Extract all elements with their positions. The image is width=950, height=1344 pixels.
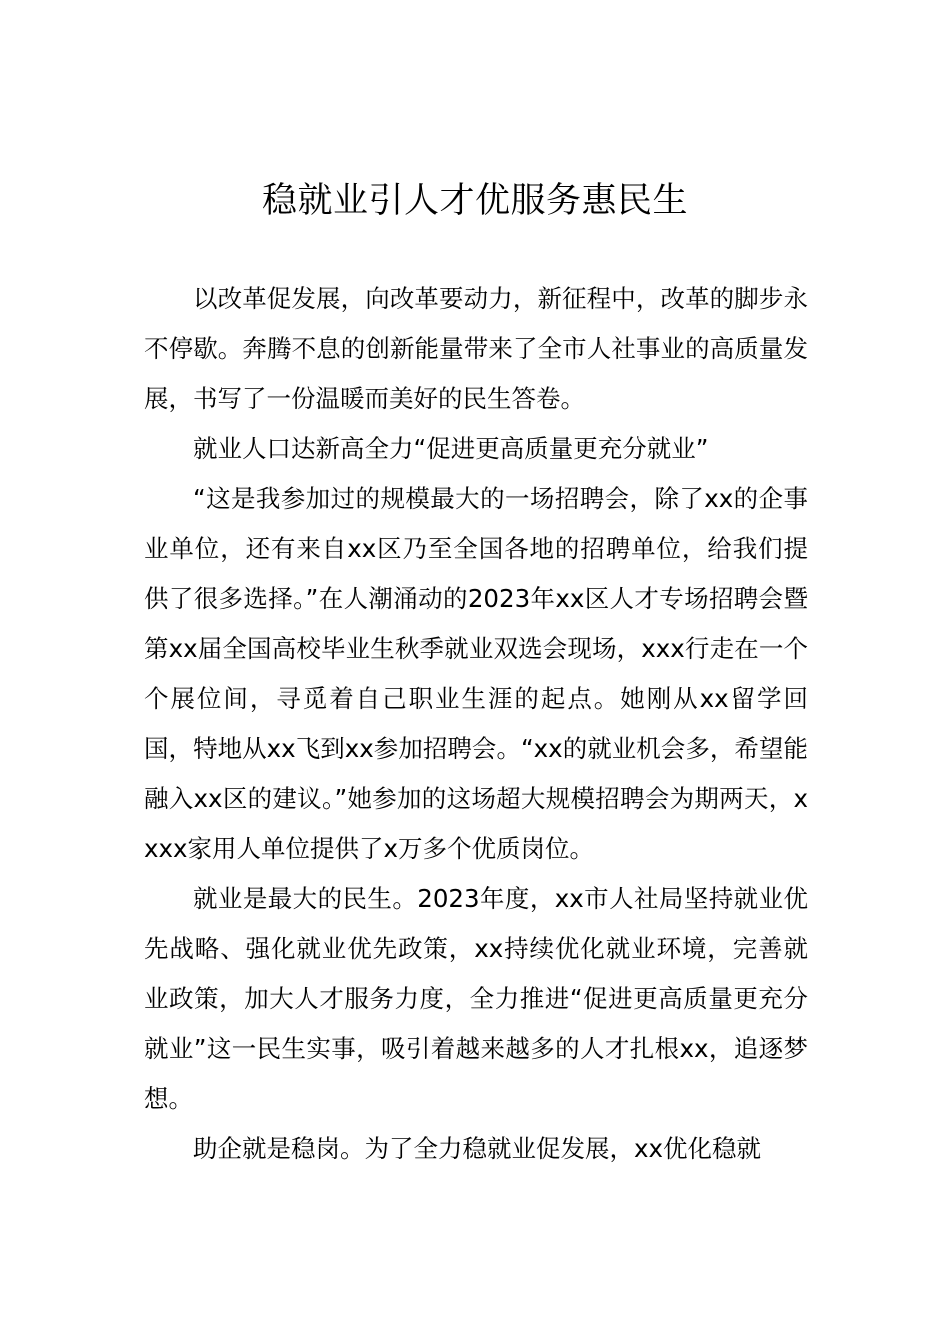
paragraph-intro: 以改革促发展，向改革要动力，新征程中，改革的脚步永不停歇。奔腾不息的创新能量带来了全市人社事业的高质量发展，书写了一份温暖而美好的民生答卷。 — [144, 284, 808, 413]
document-title: 稳就业引人才优服务惠民生 — [261, 181, 688, 221]
document-body — [144, 274, 808, 1174]
paragraph-job-fair: “这是我参加过的规模最大的一场招聘会，除了xx的企事业单位，还有来自xx区乃至全国各地的招聘单位，给我们提供了很多选择。”在人潮涌动的2023年xx区人才专场招聘会暨第xx届全国高校毕业生秋季就业双选会现场，xxx行走在一个个展位间，寻觅着自己职业生涯的起点。她刚从xx留学回国，特地从xx飞到xx参加招聘会。“xx的就业机会多，希望能融入xx区的建议。”她参加的这场超大规模招聘会为期两天，xxxx家用人单位提供了x万多个优质岗位。 — [144, 484, 808, 863]
paragraph-employment-policy: 就业是最大的民生。2023年度，xx市人社局坚持就业优先战略、强化就业优先政策，xx持续优化就业环境，完善就业政策，加大人才服务力度，全力推进“促进更高质量更充分就业”这一民生实事，吸引着越来越多的人才扎根xx，追逐梦想。 — [144, 884, 808, 1113]
paragraph-enterprise-support: 助企就是稳岗。为了全力稳就业促发展，xx优化稳就 — [193, 1134, 761, 1163]
paragraph-subheading: 就业人口达新高全力“促进更高质量更充分就业” — [193, 434, 709, 463]
